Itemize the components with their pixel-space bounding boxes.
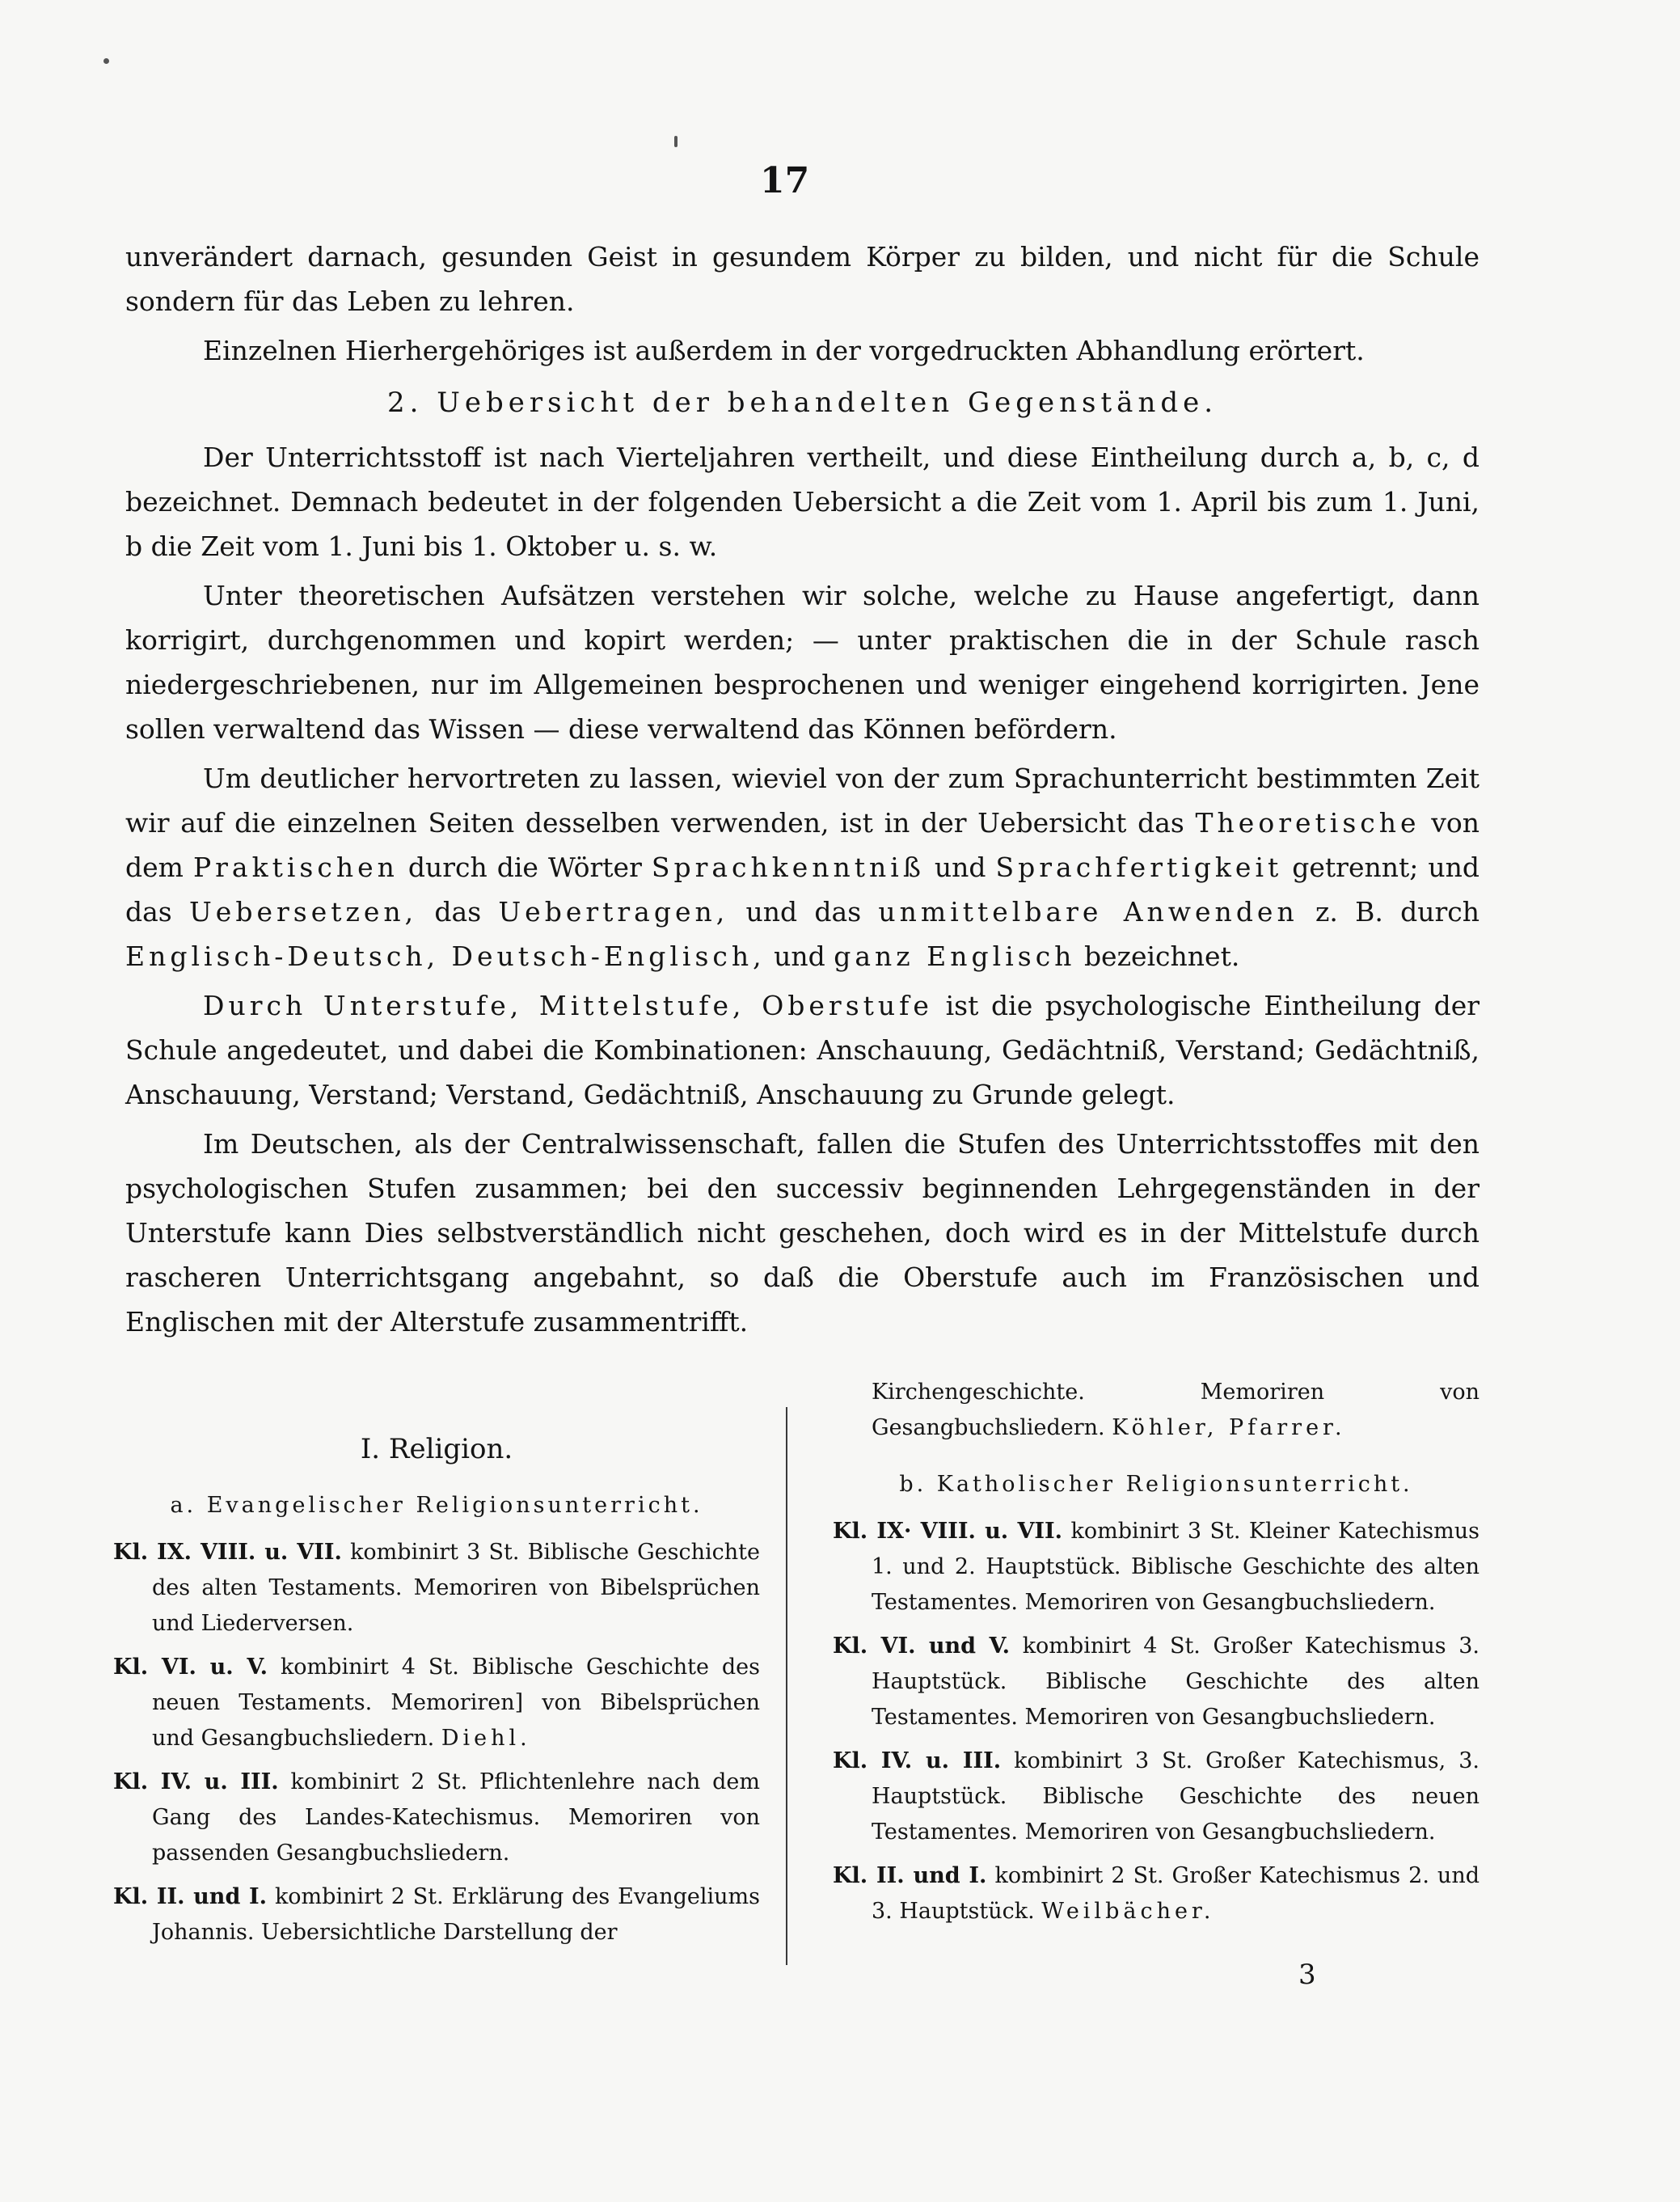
class-entry [113,1650,760,1756]
entry-text: kombinirt 2 St. Pflichtenlehre nach dem Gang des Landes-Katechismus. Memoriren von passenden Gesangbuchsliedern. [152,1769,761,1866]
entry-text: kombinirt 3 St. Biblische Geschichte des alten Testaments. Memoriren von Bibelsprüchen und Liederversen. [152,1540,760,1636]
paragraph-schedule: Der Unterrichtsstoff ist nach Vierteljahren vertheilt, und diese Eintheilung durch a, b, c, d bezeichnet. Demnach bedeutet in der folgenden Uebersicht a die Zeit vom 1. April bis zum 1. Juni, b die Zeit vom 1. Juni bis 1. Oktober u. s. w. [125,442,1479,562]
entry-text: kombinirt 2 St. Großer Katechismus 2. und 3. Hauptstück. [872,1863,1479,1924]
paragraph-language-teaching [125,756,1479,978]
class-label: Kl. VI. u. V. [113,1655,268,1680]
teacher-name: Diehl. [441,1726,531,1751]
ink-speck [103,58,109,64]
class-label: Kl. IX. VIII. u. VII. [113,1540,342,1565]
emphasis-ganz-englisch: ganz Englisch [834,940,1076,972]
emphasis-sprachkenntnis: Sprachkenntniß [651,852,925,883]
text-run: bezeichnet. [1083,940,1240,972]
text-run: durch die Wörter [407,852,642,883]
teacher-name: Köhler, Pfarrer. [1112,1415,1346,1440]
emphasis-uebersetzen: Uebersetzen, [188,896,418,928]
text-run: und [774,940,825,972]
entry-text: kombinirt 3 St. Kleiner Katechismus 1. und 2. Hauptstück. Biblische Geschichte des alten Testamentes. Memoriren von Gesangbuchsliedern. [872,1519,1479,1615]
emphasis-praktischen: Praktischen [192,852,399,883]
paragraph-intro: unverändert darnach, gesunden Geist in gesundem Körper zu bilden, und nicht für die Schule sondern für das Leben zu lehren. [125,241,1479,317]
class-label: Kl. II. und I. [833,1863,987,1888]
ink-speck [674,136,677,147]
emphasis-anwenden: unmittelbare Anwenden [878,896,1298,928]
text-run: getrennt; und das [125,852,1479,928]
text-run: von dem [125,807,1479,883]
evangelical-subheading: a. Evangelischer Religionsunterricht. [170,1493,703,1518]
class-label: Kl. II. und I. [113,1884,268,1909]
text-run: Um deutlicher hervortreten zu lassen, wieviel von der zum Sprachunterricht bestimmten Zeit wir auf die einzelnen Seiten desselben verwenden, ist in der Uebersicht das [125,763,1479,839]
main-text [125,235,1479,1349]
right-column [833,1375,1479,1938]
catholic-subheading: b. Katholischer Religionsunterricht. [899,1472,1413,1497]
emphasis-uebertragen: Uebertragen, [498,896,729,928]
class-entry [833,1743,1479,1850]
text-run: das [434,896,482,928]
section-heading: 2. Uebersicht der behandelten Gegenstände. [386,387,1218,419]
page-number: 17 [760,160,810,201]
signature-mark: 3 [1298,1959,1316,1991]
emphasis-stufen: Durch Unterstufe, Mittelstufe, Oberstufe [203,990,933,1021]
text-run: und [934,852,986,883]
class-entry [113,1535,760,1642]
emphasis-englisch-deutsch: Englisch-Deutsch, Deutsch-Englisch, [125,940,766,972]
class-entry [833,1858,1479,1929]
teacher-name: Weilbächer. [1041,1899,1215,1924]
entry-text: kombinirt 4 St. Großer Katechismus 3. Hauptstück. Biblische Geschichte des alten Testamentes. Memoriren von Gesangbuchsliedern. [872,1634,1480,1730]
left-column [113,1431,760,1959]
continuation-text [833,1375,1479,1446]
paragraph-german: Im Deutschen, als der Centralwissenschaft, fallen die Stufen des Unterrichtsstoffes mit den psychologischen Stufen zusammen; bei den successiv beginnenden Lehrgegenständen in der Unterstufe kann Dies selbstverständlich nicht geschehen, doch wird es in der Mittelstufe durch rascheren Unterrichtsgang angebahnt, so daß die Oberstufe auch im Französischen und Englischen mit der Alterstufe zusammentrifft. [125,1128,1479,1338]
entry-text: kombinirt 2 St. Erklärung des Evangeliums Johannis. Uebersichtliche Darstellung der [152,1884,760,1945]
class-entry [833,1629,1479,1735]
emphasis-sprachfertigkeit: Sprachfertigkeit [995,852,1283,883]
two-column-section [113,1375,1488,1957]
class-entry [113,1765,760,1871]
class-label: Kl. IV. u. III. [833,1748,1002,1773]
column-divider [786,1407,787,1965]
class-label: Kl. IV. u. III. [113,1769,279,1794]
class-label: Kl. VI. und V. [833,1634,1011,1659]
entry-text: kombinirt 3 St. Großer Katechismus, 3. Hauptstück. Biblische Geschichte des neuen Testamentes. Memoriren von Gesangbuchsliedern. [872,1748,1479,1845]
text-run: z. B. durch [1315,896,1479,928]
text-run: und das [745,896,862,928]
text-run: ist die psychologische Eintheilung der Schule angedeutet, und dabei die Kombinationen: Anschauung, Gedächtniß, Verstand; Gedächtniß, Anschauung, Verstand; Verstand, Gedächtniß, Anschauung zu Grunde gelegt. [125,990,1479,1110]
emphasis-theoretische: Theoretische [1195,807,1420,839]
class-entry [113,1879,760,1951]
paragraph-reference: Einzelnen Hierhergehöriges ist außerdem in der vorgedruckten Abhandlung erörtert. [203,335,1365,366]
religion-heading: I. Religion. [360,1433,513,1465]
paragraph-essays: Unter theoretischen Aufsätzen verstehen wir solche, welche zu Hause angefertigt, dann korrigirt, durchgenommen und kopirt werden; — unter praktischen die in der Schule rasch niedergeschriebenen, nur im Allgemeinen besprochenen und weniger eingehend korrigirten. Jene sollen verwaltend das Wissen — diese verwaltend das Können befördern. [125,580,1479,745]
entry-text: Kirchengeschichte. Memoriren von Gesangbuchsliedern. [872,1380,1479,1440]
paragraph-stages [125,983,1479,1117]
entry-text: kombinirt 4 St. Biblische Geschichte des neuen Testaments. Memoriren] von Bibelsprüchen und Gesangbuchsliedern. [152,1655,760,1751]
class-entry [833,1514,1479,1621]
class-label: Kl. IX· VIII. u. VII. [833,1519,1063,1544]
